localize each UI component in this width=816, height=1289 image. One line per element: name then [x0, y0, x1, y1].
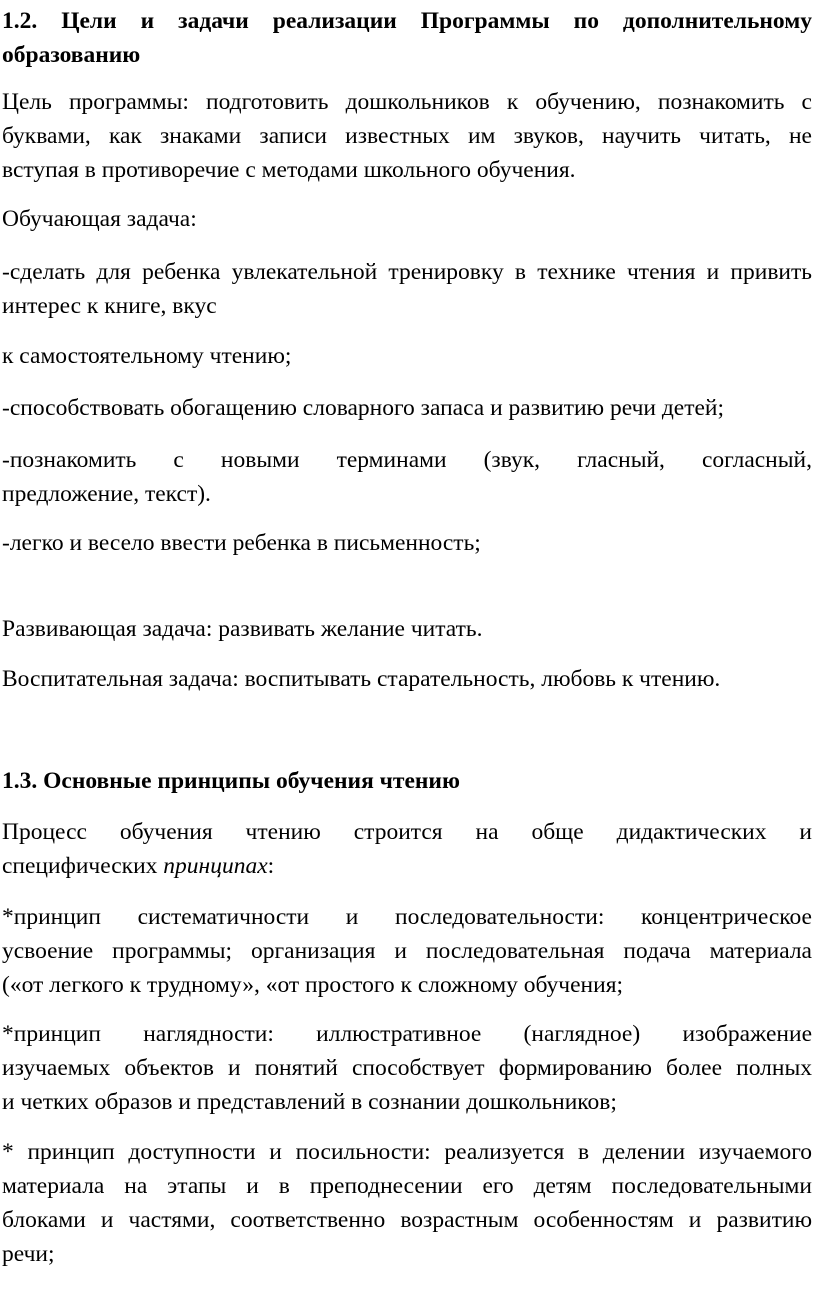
task3-line2: предложение, текст).: [2, 481, 211, 507]
task3-line1: -познакомить с новыми терминами (звук, гласный, согласный,: [2, 447, 812, 473]
section-1-2-heading-line1: 1.2. Цели и задачи реализации Программы по дополнительному: [2, 8, 812, 34]
intro-line2-start: специфических: [2, 853, 164, 879]
principle1-line2: усвоение программы; организация и последовательная подача материала: [2, 938, 812, 964]
principle1-line3: («от легкого к трудному», «от простого к сложному обучения;: [2, 972, 624, 998]
teaching-task-label: Обучающая задача:: [2, 206, 197, 232]
principle2-line2: изучаемых объектов и понятий способствует формированию более полных: [2, 1055, 812, 1081]
principle3-line4: речи;: [2, 1241, 55, 1267]
educational-task: Воспитательная задача: воспитывать старательность, любовь к чтению.: [2, 666, 721, 692]
task2: -способствовать обогащению словарного запаса и развитию речи детей;: [2, 395, 725, 421]
task1-line2: интерес к книге, вкус: [2, 293, 217, 319]
goal-line3: вступая в противоречие с методами школьного обучения.: [2, 157, 576, 183]
principle2-line3: и четких образов и представлений в сознании дошкольников;: [2, 1089, 617, 1115]
task4: -легко и весело ввести ребенка в письменность;: [2, 530, 481, 556]
principle2-line1: *принцип наглядности: иллюстративное (наглядное) изображение: [2, 1021, 812, 1047]
principle3-line1: * принцип доступности и посильности: реализуется в делении изучаемого: [2, 1139, 812, 1165]
intro-line2: [2, 849, 812, 883]
developing-task: Развивающая задача: развивать желание читать.: [2, 616, 483, 642]
section-1-2-heading-line2: образованию: [2, 42, 141, 68]
goal-line2: буквами, как знаками записи известных им звуков, научить читать, не: [2, 123, 812, 149]
principle3-line2: материала на этапы и в преподнесении его детям последовательными: [2, 1173, 812, 1199]
principles-italic-word: принципах: [163, 853, 268, 879]
intro-line2-end: :: [267, 853, 275, 879]
principle3-line3: блоками и частями, соответственно возрастным особенностям и развитию: [2, 1207, 812, 1233]
goal-line1: Цель программы: подготовить дошкольников к обучению, познакомить с: [2, 89, 812, 115]
intro-line1: Процесс обучения чтению строится на обще дидактических и: [2, 819, 812, 845]
task1-line3: к самостоятельному чтению;: [2, 343, 292, 369]
task1-line1: -сделать для ребенка увлекательной тренировку в технике чтения и привить: [2, 259, 812, 285]
section-1-3-heading: 1.3. Основные принципы обучения чтению: [2, 768, 460, 794]
principle1-line1: *принцип систематичности и последовательности: концентрическое: [2, 904, 812, 930]
